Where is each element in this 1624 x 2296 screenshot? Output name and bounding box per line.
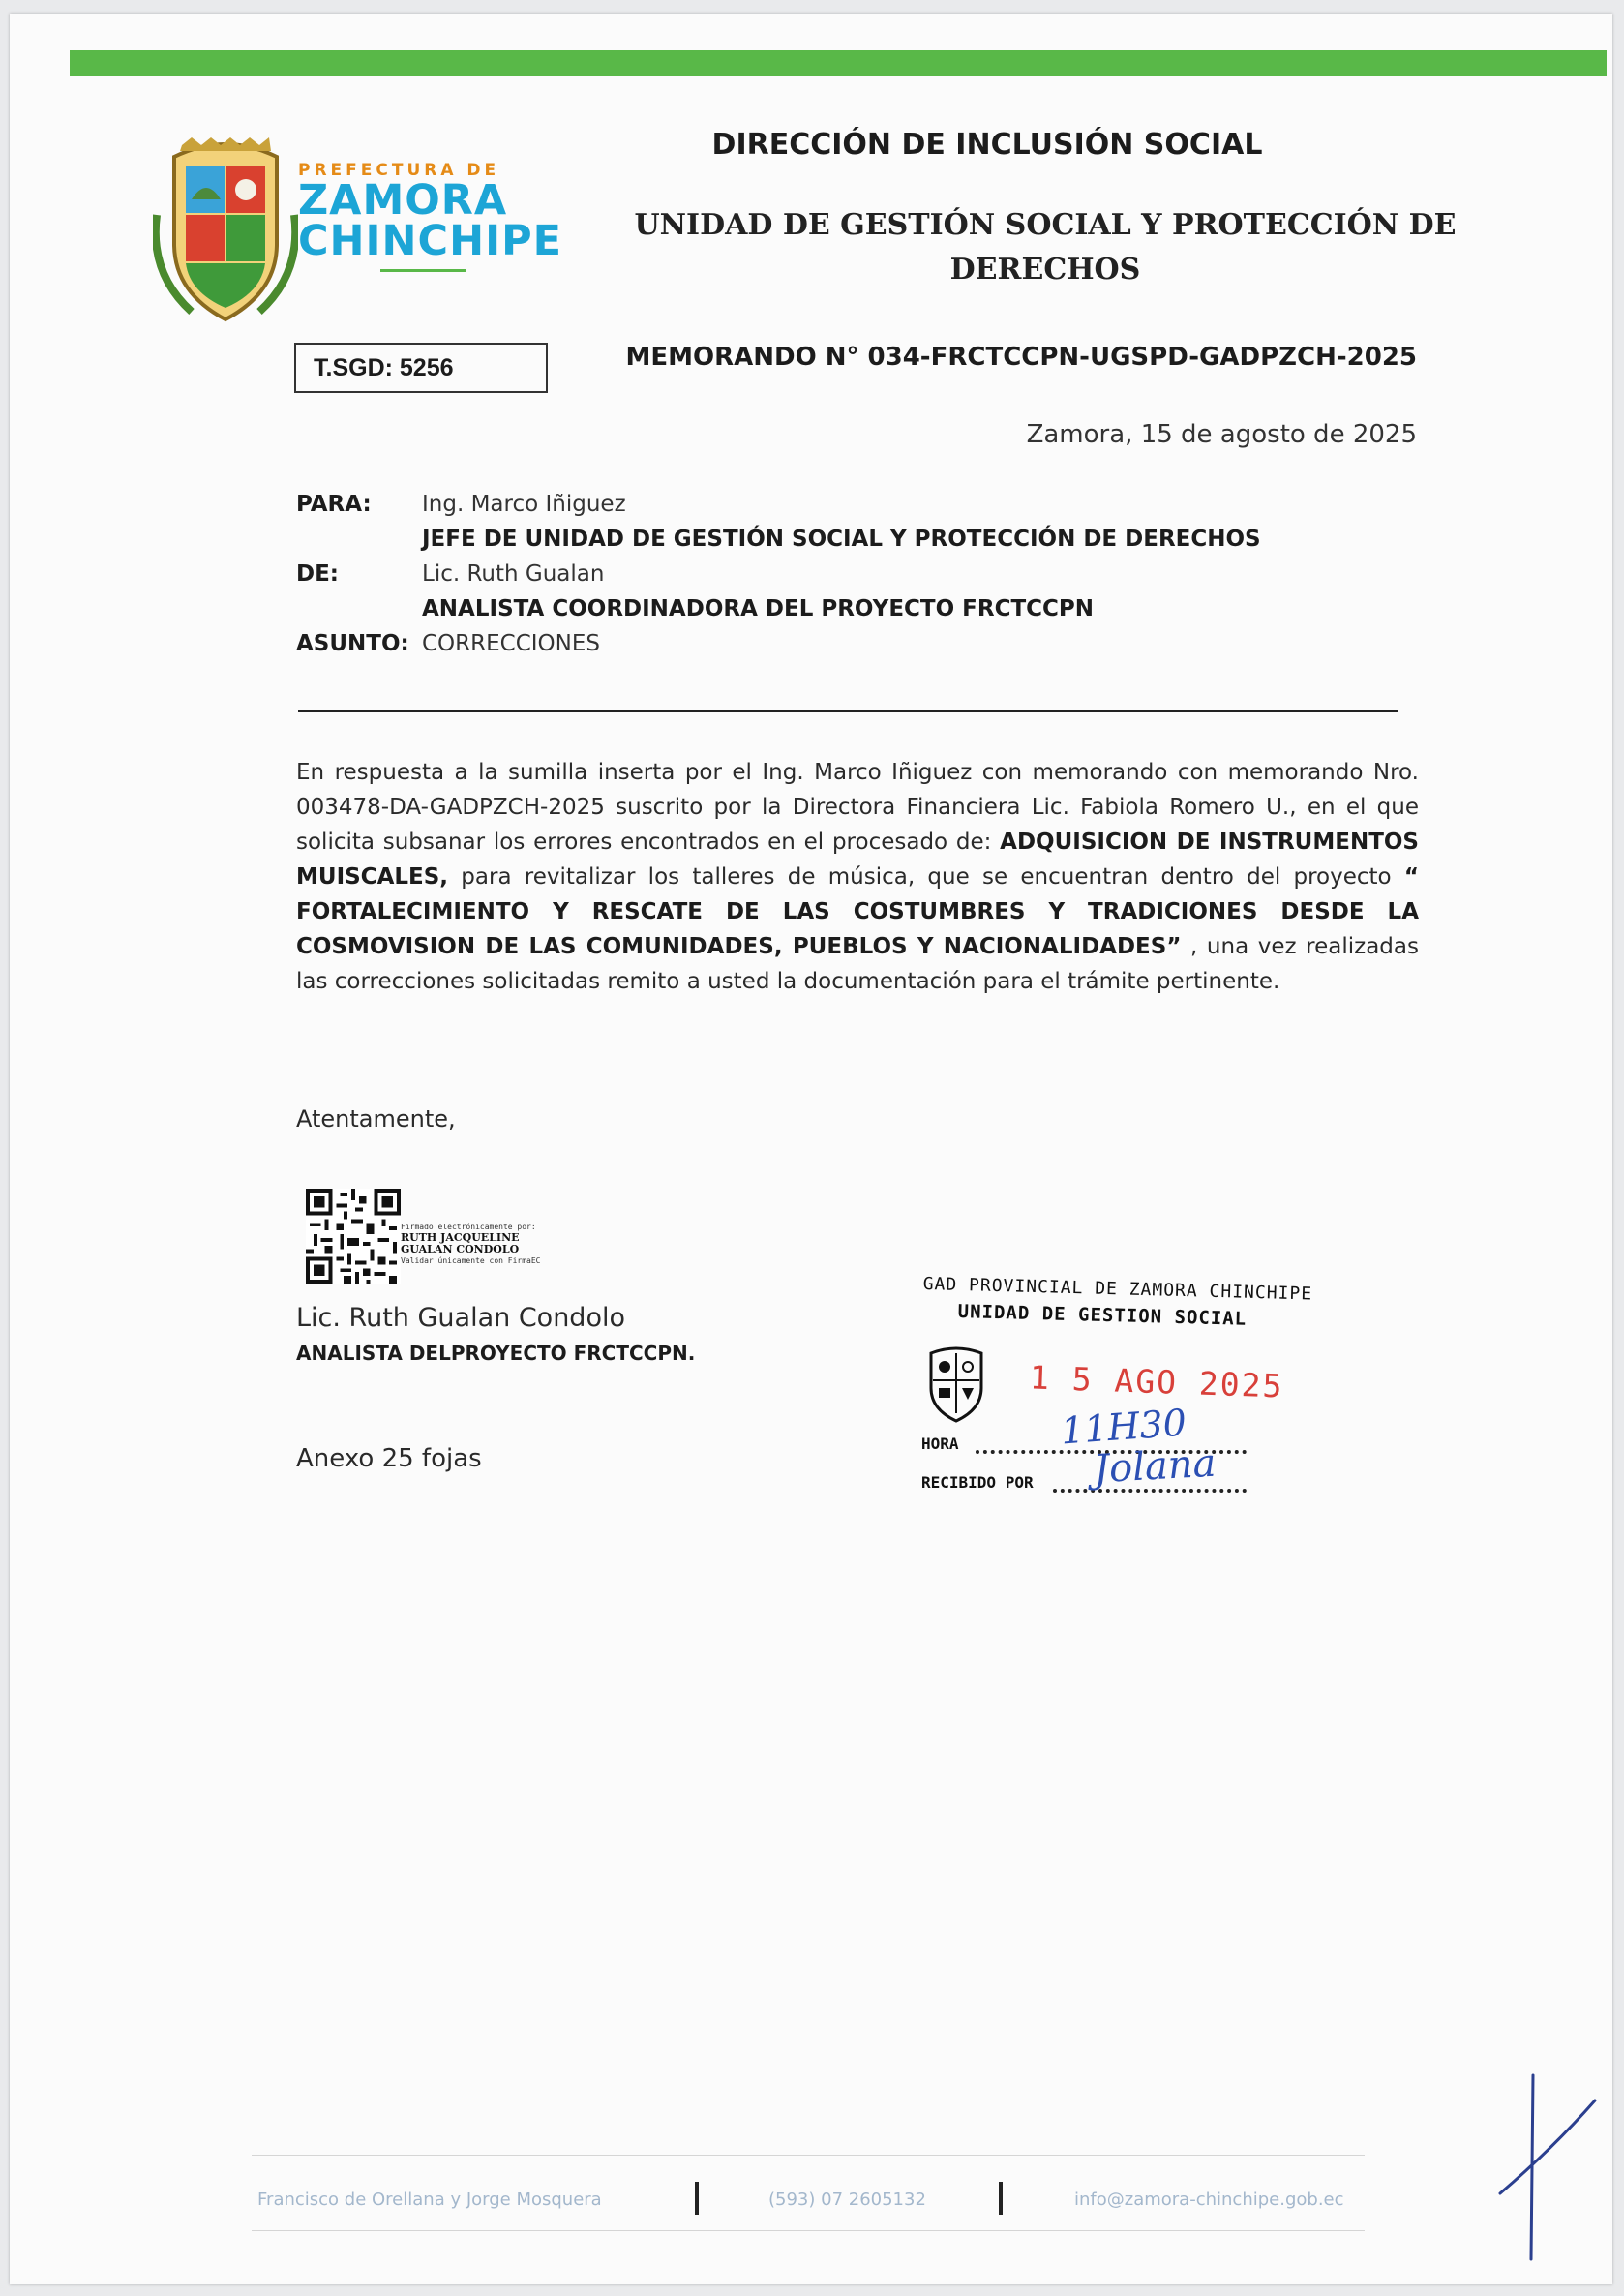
body-bold-1: ADQUISICION DE INSTRUMENTOS MUISCALES, (296, 830, 1419, 890)
esign-caption: Firmado electrónicamente por: (401, 1223, 536, 1231)
asunto-value: CORRECCIONES (422, 631, 600, 656)
qr-code-icon (306, 1189, 401, 1284)
footer-separator-2 (999, 2182, 1003, 2215)
stamp-line-1: GAD PROVINCIAL DE ZAMORA CHINCHIPE (922, 1274, 1313, 1305)
body-text-1: En respuesta a la sumilla inserta por el Ing. Marco Iñiguez con memorando con memorando Nro. 003478-DA-GADPZCH-2025 suscrito por la Directora Financiera Lic. Fabiola Romero U., en el que solicita subsanar los errores encontrados en el procesado de: (296, 760, 1419, 855)
asunto-label: ASUNTO: (296, 631, 409, 656)
direction-title: DIRECCIÓN DE INCLUSIÓN SOCIAL (711, 128, 1263, 162)
unit-title-line-2: DERECHOS (949, 253, 1141, 287)
footer-phone: (593) 07 2605132 (768, 2190, 926, 2210)
para-role: JEFE DE UNIDAD DE GESTIÓN SOCIAL Y PROTECCIÓN DE DERECHOS (422, 527, 1261, 552)
para-name: Ing. Marco Iñiguez (422, 492, 626, 517)
header-divider (298, 710, 1398, 712)
body-text-3: , una vez realizadas las correcciones solicitadas remito a usted la documentación para el trámite pertinente. (296, 934, 1419, 994)
stamp-hora-handwritten: 11H30 (1059, 1401, 1188, 1453)
de-role: ANALISTA COORDINADORA DEL PROYECTO FRCTCCPN (422, 596, 1095, 621)
handwritten-initial-mark (1494, 2071, 1601, 2265)
body-paragraph (296, 755, 1419, 999)
footer-email: info@zamora-chinchipe.gob.ec (1074, 2190, 1344, 2210)
signer-role: ANALISTA DELPROYECTO FRCTCCPN. (296, 1342, 696, 1365)
memo-date: Zamora, 15 de agosto de 2025 (1026, 420, 1417, 449)
stamp-date: 1 5 AGO 2025 (1029, 1358, 1285, 1405)
esign-name-2: GUALAN CONDOLO (401, 1243, 520, 1255)
coat-of-arms-logo (153, 137, 298, 331)
footer-bottom-line (252, 2230, 1365, 2231)
stamp-recibido-label: RECIBIDO POR (921, 1473, 1034, 1492)
signer-name: Lic. Ruth Gualan Condolo (296, 1303, 625, 1333)
brand-wordmark (298, 161, 562, 272)
document-page (10, 14, 1612, 2284)
brand-line-1: ZAMORA (298, 176, 508, 225)
stamp-hora-label: HORA (921, 1435, 959, 1453)
unit-title (629, 203, 1461, 292)
footer-address: Francisco de Orellana y Jorge Mosquera (257, 2190, 602, 2210)
body-bold-2: “ FORTALECIMIENTO Y RESCATE DE LAS COSTUMBRES Y TRADICIONES DESDE LA COSMOVISION DE LAS COMUNIDADES, PUEBLOS Y NACIONALIDADES” (296, 864, 1419, 959)
tsgd-box: T.SGD: 5256 (294, 343, 548, 393)
stamp-recibido-handwritten: Jolana (1092, 1440, 1218, 1493)
reception-stamp (919, 1274, 1345, 1506)
brand-line-2: CHINCHIPE (298, 217, 562, 265)
unit-title-line-1: UNIDAD DE GESTIÓN SOCIAL Y PROTECCIÓN DE (634, 208, 1457, 242)
para-label: PARA: (296, 492, 372, 517)
brand-underline (380, 269, 466, 272)
annex-note: Anexo 25 fojas (296, 1444, 482, 1473)
stamp-line-2: UNIDAD DE GESTION SOCIAL (957, 1301, 1248, 1330)
closing-text: Atentamente, (296, 1105, 456, 1133)
top-green-bar (70, 50, 1607, 76)
de-label: DE: (296, 561, 340, 587)
esign-name-1: RUTH JACQUELINE (401, 1231, 520, 1244)
electronic-signature-text (401, 1222, 541, 1266)
footer-separator-1 (695, 2182, 699, 2215)
body-text-2: para revitalizar los talleres de música, que se encuentran dentro del proyecto (448, 864, 1404, 890)
brand-prefix: PREFECTURA DE (298, 161, 500, 180)
stamp-emblem-icon (925, 1345, 987, 1423)
de-name: Lic. Ruth Gualan (422, 561, 605, 587)
esign-validate: Validar únicamente con FirmaEC (401, 1256, 541, 1265)
footer-top-line (252, 2155, 1365, 2156)
memo-number: MEMORANDO N° 034-FRCTCCPN-UGSPD-GADPZCH-2025 (625, 343, 1417, 372)
